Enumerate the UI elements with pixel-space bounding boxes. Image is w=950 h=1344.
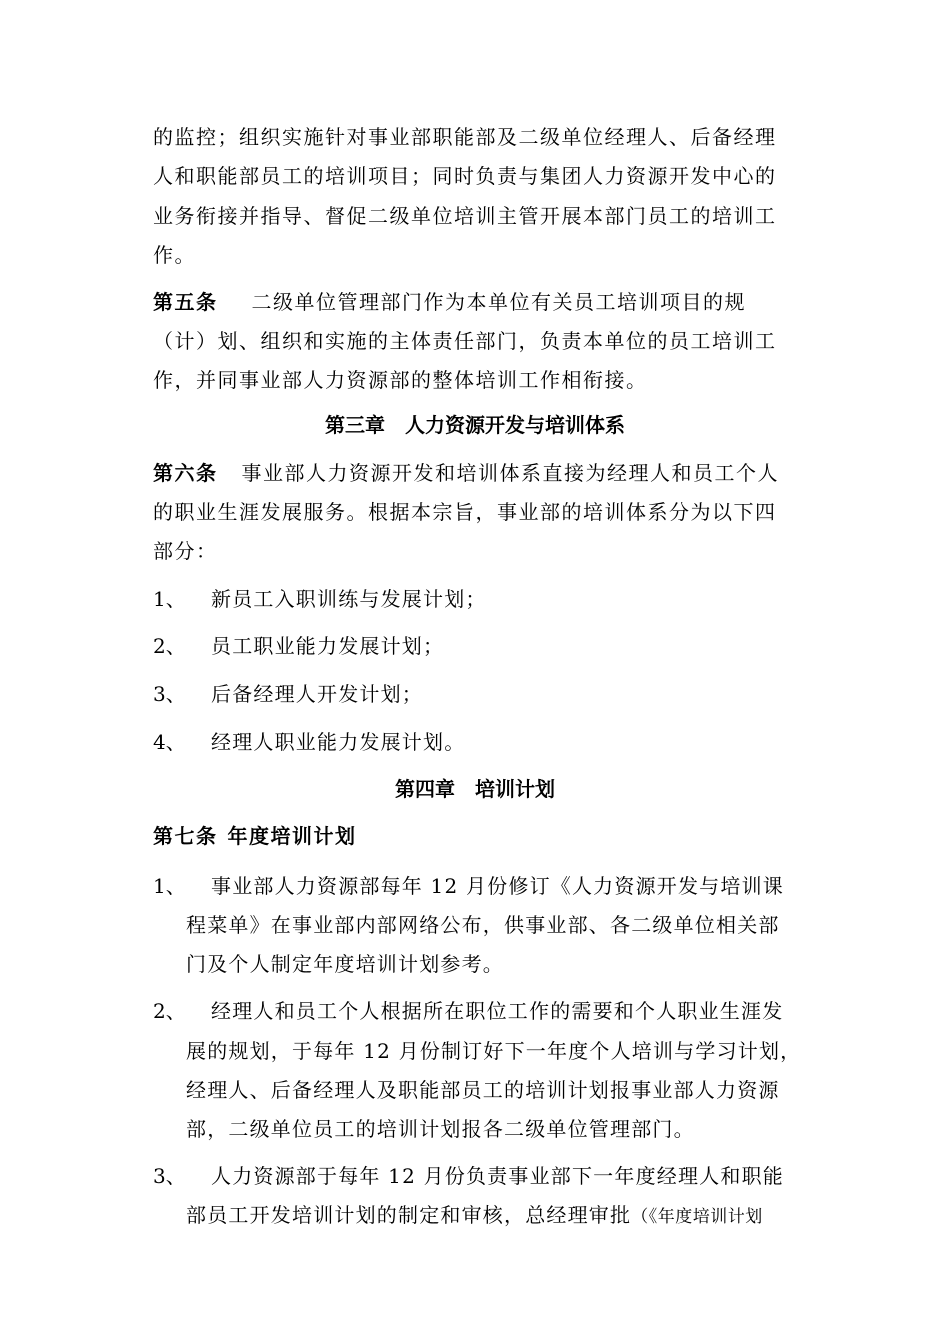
plan-item-3-line-1: 人力资源部于每年 12 月份负责事业部下一年度经理人和职能 bbox=[211, 1164, 784, 1188]
article-6-line-1 bbox=[153, 459, 813, 487]
chapter-3-heading: 第三章 人力资源开发与培训体系 bbox=[325, 413, 625, 437]
plan-item-3-line-2 bbox=[186, 1201, 763, 1231]
article-6-text-1: 事业部人力资源开发和培训体系直接为经理人和员工个人 bbox=[241, 461, 779, 485]
intro-line-2: 人和职能部员工的培训项目；同时负责与集团人力资源开发中心的 bbox=[153, 164, 777, 188]
plan-item-2-number: 2、 bbox=[153, 999, 186, 1023]
system-item-2-text: 员工职业能力发展计划； bbox=[211, 634, 445, 658]
article-5-line-3: 作，并同事业部人力资源部的整体培训工作相衔接。 bbox=[153, 368, 648, 392]
plan-item-3-line-2-text: 部员工开发培训计划的制定和审核，总经理审批 bbox=[186, 1203, 632, 1227]
system-item-3-number: 3、 bbox=[153, 682, 186, 706]
system-item-1-text: 新员工入职训练与发展计划； bbox=[211, 587, 487, 611]
article-6-label: 第六条 bbox=[153, 461, 218, 485]
chapter-4-heading: 第四章 培训计划 bbox=[395, 777, 555, 801]
plan-item-2-line-2: 展的规划，于每年 12 月份制订好下一年度个人培训与学习计划， bbox=[186, 1039, 802, 1063]
intro-line-1: 的监控；组织实施针对事业部职能部及二级单位经理人、后备经理 bbox=[153, 125, 777, 149]
system-item-2-number: 2、 bbox=[153, 634, 186, 658]
plan-item-3-line-2-tail: （《年度培训计划 bbox=[631, 1207, 763, 1227]
article-6-line-3: 部分： bbox=[153, 539, 218, 563]
plan-item-1-line-2: 程菜单》在事业部内部网络公布，供事业部、各二级单位相关部 bbox=[186, 913, 780, 937]
plan-item-2-line-1: 经理人和员工个人根据所在职位工作的需要和个人职业生涯发 bbox=[211, 999, 784, 1023]
article-7-title: 年度培训计划 bbox=[227, 824, 357, 848]
intro-line-3: 业务衔接并指导、督促二级单位培训主管开展本部门员工的培训工 bbox=[153, 204, 777, 228]
plan-item-1-number: 1、 bbox=[153, 874, 186, 898]
plan-item-1-line-3: 门及个人制定年度培训计划参考。 bbox=[186, 952, 504, 976]
system-item-4-text: 经理人职业能力发展计划。 bbox=[211, 730, 466, 754]
plan-item-2-line-4: 部，二级单位员工的培训计划报各二级单位管理部门。 bbox=[186, 1117, 695, 1141]
article-5-label: 第五条 bbox=[153, 290, 218, 314]
article-5-text-1: 二级单位管理部门作为本单位有关员工培训项目的规 bbox=[251, 290, 746, 314]
intro-line-4: 作。 bbox=[153, 243, 196, 267]
article-5-line-2: （计）划、组织和实施的主体责任部门，负责本单位的员工培训工 bbox=[153, 329, 777, 353]
article-5-line-1 bbox=[153, 288, 813, 316]
article-7-label: 第七条 bbox=[153, 824, 218, 848]
system-item-3-text: 后备经理人开发计划； bbox=[211, 682, 423, 706]
system-item-4-number: 4、 bbox=[153, 730, 186, 754]
plan-item-3-number: 3、 bbox=[153, 1164, 186, 1188]
article-7-heading bbox=[153, 822, 813, 850]
plan-item-1-line-1: 事业部人力资源部每年 12 月份修订《人力资源开发与培训课 bbox=[211, 874, 784, 898]
article-6-line-2: 的职业生涯发展服务。根据本宗旨，事业部的培训体系分为以下四 bbox=[153, 500, 777, 524]
system-item-1-number: 1、 bbox=[153, 587, 186, 611]
plan-item-2-line-3: 经理人、后备经理人及职能部员工的培训计划报事业部人力资源 bbox=[186, 1078, 780, 1102]
